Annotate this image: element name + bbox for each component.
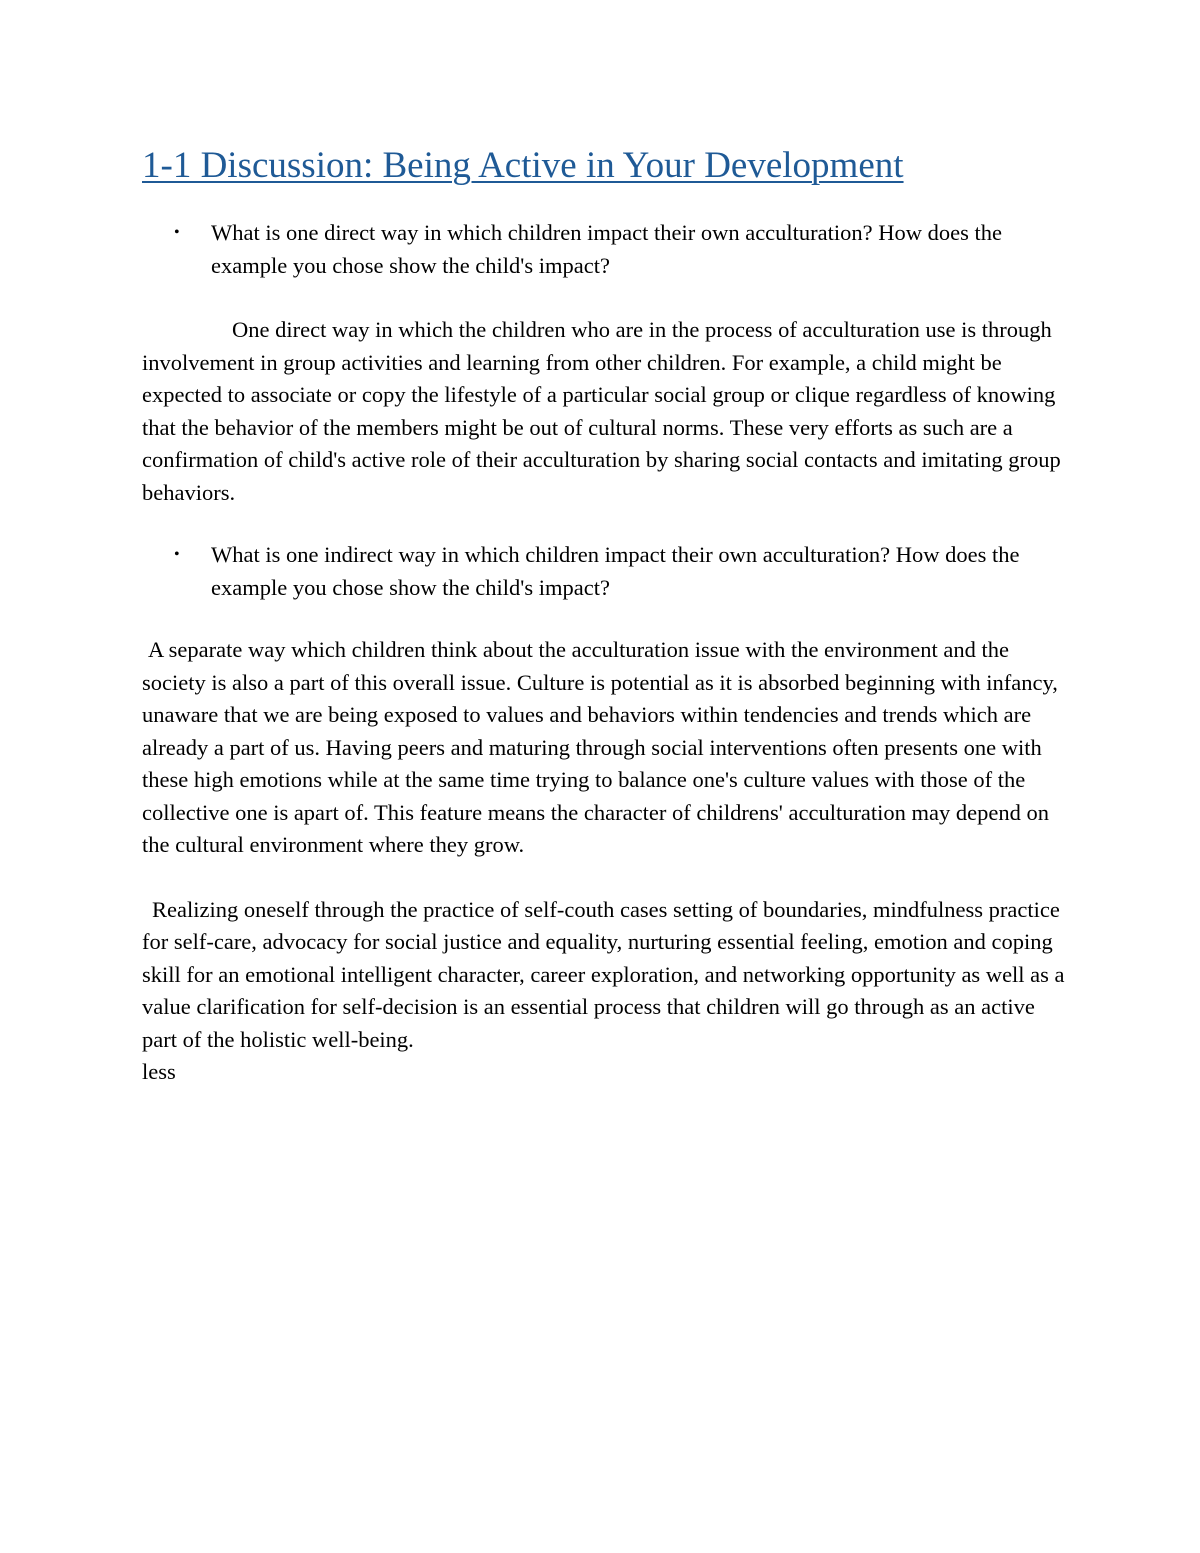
document-title: 1-1 Discussion: Being Active in Your Development (142, 145, 904, 186)
answer-3-paragraph: Realizing oneself through the practice of self-couth cases setting of boundaries, mindfulness practice for self-care, advocacy for social justice and equality, nurturing essential feeling, emotion and coping skill for an emotional intelligent character, career exploration, and networking opportunity as well as a value clarification for self-decision is an essential process that children will go through as an active part of the holistic well-being. (142, 896, 1065, 1052)
bullet-icon: • (174, 224, 180, 241)
answer-2-paragraph: A separate way which children think about the acculturation issue with the environment and the society is also a part of this overall issue. Culture is potential as it is absorbed beginning with infancy, unaware that we are being exposed to values and behaviors within tendencies and trends which are already a part of us. Having peers and maturing through social interventions often presents one with these high emotions while at the same time trying to balance one's culture values with those of the collective one is apart of. This feature means the character of childrens' acculturation may depend on the cultural environment where they grow. (142, 637, 1058, 857)
question-1-bullet (142, 217, 1067, 282)
question-2-text: What is one indirect way in which children impact their own acculturation? How does the example you chose show the child's impact? (211, 542, 1020, 600)
question-2-bullet (142, 539, 1067, 604)
question-1-text: What is one direct way in which children impact their own acculturation? How does the example you chose show the child's impact? (211, 220, 1002, 278)
bullet-icon: • (174, 546, 180, 563)
answer-1-paragraph: One direct way in which the children who are in the process of acculturation use is through involvement in group activities and learning from other children. For example, a child might be expected to associate or copy the lifestyle of a particular social group or clique regardless of knowing that the behavior of the members might be out of cultural norms. These very efforts as such are a confirmation of child's active role of their acculturation by sharing social contacts and imitating group behaviors. (142, 317, 1061, 505)
closing-word: less (142, 1059, 176, 1084)
document-page (142, 142, 1067, 1088)
